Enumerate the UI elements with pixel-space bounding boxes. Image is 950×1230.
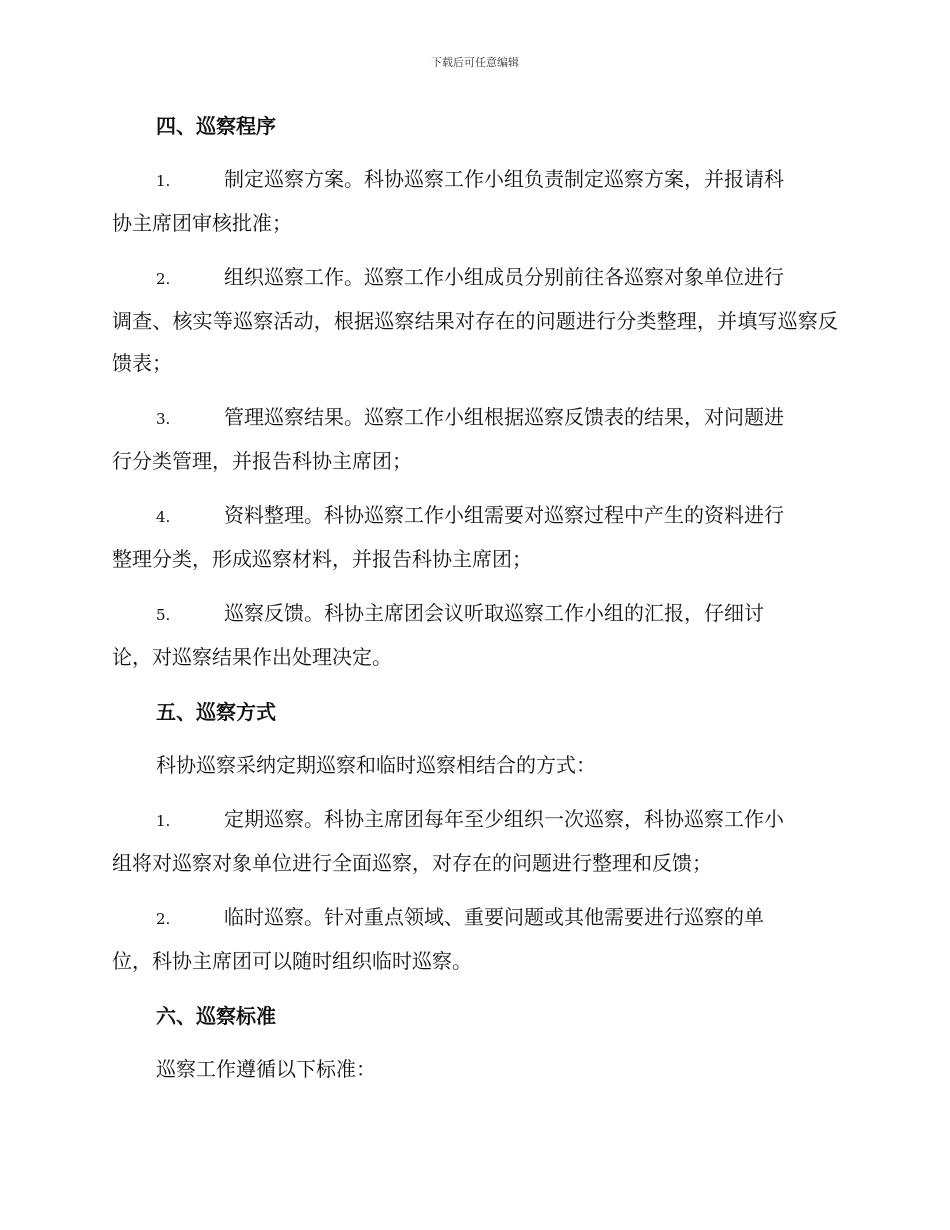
section-heading-method: 五、巡察方式 — [156, 700, 276, 724]
item-number: 2. — [156, 270, 171, 288]
item-number: 3. — [156, 410, 171, 428]
list-item — [112, 494, 838, 580]
section-heading-standard: 六、巡察标准 — [156, 1004, 276, 1028]
item-text: 制定巡察方案。科协巡察工作小组负责制定巡察方案，并报请科 — [224, 167, 784, 191]
item-text: 定期巡察。科协主席团每年至少组织一次巡察，科协巡察工作小 — [224, 807, 784, 831]
item-text: 资料整理。科协巡察工作小组需要对巡察过程中产生的资料进行 — [224, 503, 784, 527]
section-heading-procedure: 四、巡察程序 — [156, 114, 276, 138]
item-text-continued: 协主席团审核批准； — [112, 211, 292, 235]
section-intro: 科协巡察采纳定期巡察和临时巡察相结合的方式： — [156, 753, 596, 777]
item-number: 1. — [156, 812, 171, 830]
section-intro: 巡察工作遵循以下标准： — [156, 1057, 376, 1081]
item-text: 临时巡察。针对重点领域、重要问题或其他需要进行巡察的单 — [224, 905, 764, 929]
item-number: 1. — [156, 172, 171, 190]
list-item — [112, 256, 838, 384]
item-text: 组织巡察工作。巡察工作小组成员分别前往各巡察对象单位进行 — [224, 265, 784, 289]
item-number: 2. — [156, 910, 171, 928]
item-text-continued: 位，科协主席团可以随时组织临时巡察。 — [112, 949, 472, 973]
document-body — [112, 104, 838, 1102]
item-text-continued: 调查、核实等巡察活动，根据巡察结果对存在的问题进行分类整理，并填写巡察反馈表； — [112, 309, 838, 375]
item-text-continued: 行分类管理，并报告科协主席团； — [112, 449, 412, 473]
list-item — [112, 396, 838, 482]
item-number: 4. — [156, 508, 171, 526]
item-text-continued: 论，对巡察结果作出处理决定。 — [112, 645, 392, 669]
list-item — [112, 158, 838, 244]
item-text-continued: 整理分类，形成巡察材料，并报告科协主席团； — [112, 547, 532, 571]
item-text: 管理巡察结果。巡察工作小组根据巡察反馈表的结果，对问题进 — [224, 405, 784, 429]
list-item — [112, 592, 838, 678]
item-number: 5. — [156, 606, 171, 624]
list-item — [112, 798, 838, 884]
item-text: 巡察反馈。科协主席团会议听取巡察工作小组的汇报，仔细讨 — [224, 601, 764, 625]
page-header: 下载后可任意编辑 — [431, 56, 519, 69]
item-text-continued: 组将对巡察对象单位进行全面巡察，对存在的问题进行整理和反馈； — [112, 851, 712, 875]
list-item — [112, 896, 838, 982]
